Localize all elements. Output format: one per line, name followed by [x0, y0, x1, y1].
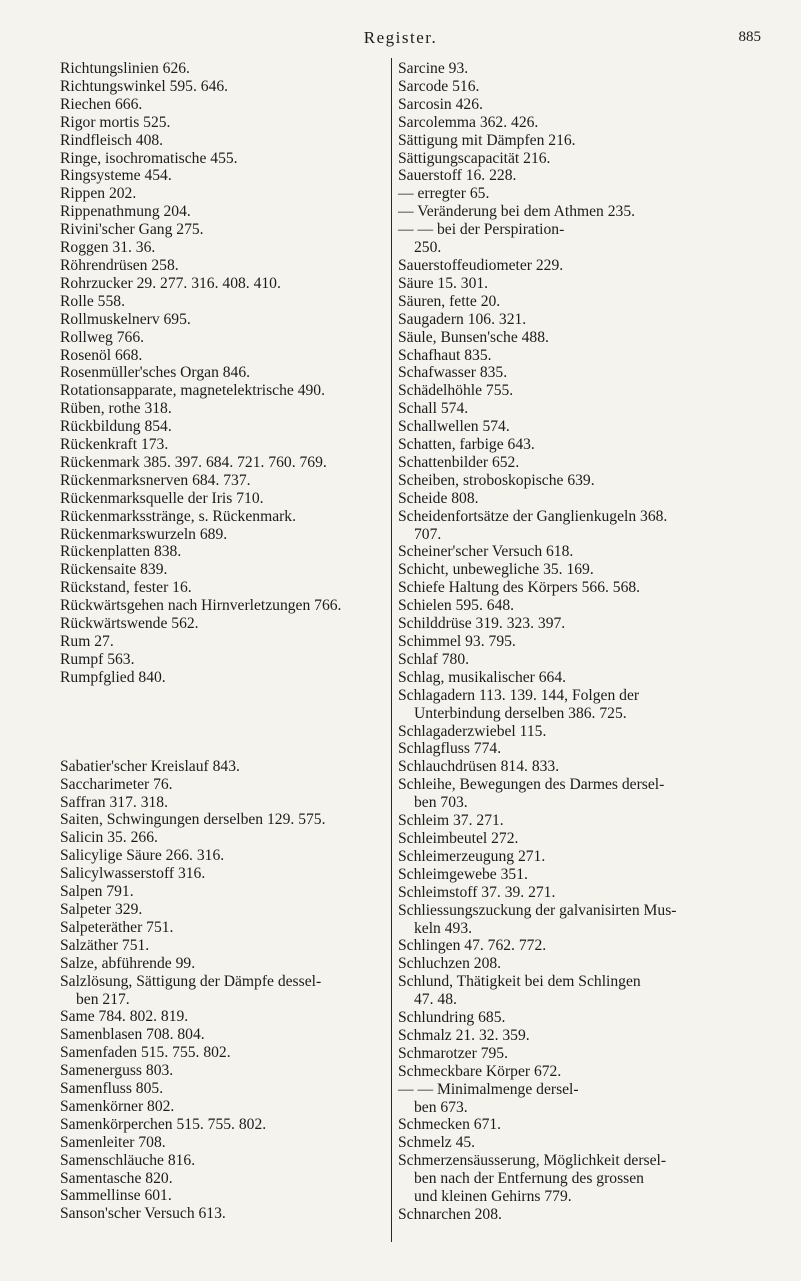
index-entry: und kleinen Gehirns 779. — [414, 1188, 572, 1206]
index-entry: Sättigung mit Dämpfen 216. — [398, 131, 576, 149]
index-entry: Rum 27. — [60, 633, 114, 650]
index-entry: Rolle 558. — [60, 292, 125, 310]
index-entry: Schmeckbare Körper 672. — [398, 1062, 562, 1080]
index-entry: Salicylige Säure 266. 316. — [60, 847, 225, 865]
index-entry: Samenleiter 708. — [60, 1133, 166, 1151]
index-entry: Unterbindung derselben 386. 725. — [414, 704, 627, 722]
index-entry: Schleimgewebe 351. — [398, 865, 528, 883]
index-entry: Samenkörperchen 515. 755. 802. — [60, 1115, 267, 1133]
index-entry: Rückwärtsgehen nach Hirnverletzungen 766. — [60, 597, 342, 615]
index-entry: Samenschläuche 816. — [60, 1151, 196, 1169]
index-entry: Rosenmüller'sches Organ 846. — [60, 364, 251, 382]
index-entry: Scheide 808. — [398, 489, 479, 507]
index-entry: Rippen 202. — [60, 185, 137, 203]
index-entry: Richtungslinien 626. — [60, 60, 190, 77]
column-divider — [391, 58, 392, 1242]
index-entry: ben 703. — [414, 794, 468, 812]
index-entry: Rückenmarksstränge, s. Rückenmark. — [60, 507, 297, 525]
running-title: Register. — [363, 28, 438, 47]
index-entry: Samentasche 820. — [60, 1169, 173, 1187]
index-entry: Sarcosin 426. — [398, 95, 483, 113]
index-entry: Schmerzensäusserung, Möglichkeit dersel- — [398, 1152, 667, 1170]
index-entry: Rückstand, fester 16. — [60, 579, 192, 597]
index-entry: Salicylwasserstoff 316. — [60, 865, 206, 883]
index-entry: Samenblasen 708. 804. — [60, 1026, 205, 1044]
index-entry: ben nach der Entfernung des grossen — [414, 1170, 644, 1188]
index-entry: Sauerstoffeudiometer 229. — [398, 256, 564, 274]
index-entry: Schmelz 45. — [398, 1134, 476, 1152]
index-entry: Schlagaderzwiebel 115. — [398, 722, 547, 740]
index-entry: Rückenmarksquelle der Iris 710. — [60, 489, 264, 507]
index-entry: Rückenmark 385. 397. 684. 721. 760. 769. — [60, 453, 327, 471]
index-column-right — [398, 60, 770, 1224]
index-entry: Rohrzucker 29. 277. 316. 408. 410. — [60, 274, 281, 292]
index-entry: Samenfaden 515. 755. 802. — [60, 1044, 231, 1062]
index-entry: Schleihe, Bewegungen des Darmes dersel- — [398, 776, 665, 794]
index-entry: Rückenplatten 838. — [60, 543, 182, 561]
index-entry: Sammellinse 601. — [60, 1187, 172, 1205]
index-entry: Rotationsapparate, magnetelektrische 490. — [60, 382, 326, 400]
index-entry: Rückensaite 839. — [60, 561, 168, 579]
index-entry: Rumpf 563. — [60, 650, 135, 668]
index-entry: — — bei der Perspiration- — [398, 221, 565, 239]
index-entry: Ringsysteme 454. — [60, 167, 172, 185]
index-entry: Saiten, Schwingungen derselben 129. 575. — [60, 811, 326, 829]
index-entry: Schall 574. — [398, 400, 469, 418]
index-entry: Rigor mortis 525. — [60, 113, 171, 131]
index-entry: Sarcode 516. — [398, 77, 480, 95]
index-entry: Schmalz 21. 32. 359. — [398, 1026, 530, 1044]
index-entry: Rückenkraft 173. — [60, 436, 169, 454]
index-entry: Schlund, Thätigkeit bei dem Schlingen — [398, 973, 641, 991]
index-entry: Säule, Bunsen'sche 488. — [398, 328, 549, 346]
index-entry: Salze, abführende 99. — [60, 954, 196, 972]
index-entry: Sanson'scher Versuch 613. — [60, 1205, 226, 1223]
index-column-left — [60, 60, 384, 1223]
page-header — [0, 28, 801, 52]
index-entry: Schafhaut 835. — [398, 346, 492, 364]
index-entry: Rollweg 766. — [60, 328, 145, 346]
index-entry: Rindfleisch 408. — [60, 131, 164, 149]
index-entry: Säure 15. 301. — [398, 274, 489, 292]
index-entry: Salzlösung, Sättigung der Dämpfe dessel- — [60, 972, 322, 990]
index-entry: Scheiner'scher Versuch 618. — [398, 543, 574, 561]
index-entry: 707. — [414, 525, 442, 543]
index-entry: Schleimbeutel 272. — [398, 829, 519, 847]
index-entry: Schielen 595. 648. — [398, 597, 515, 615]
index-entry: Schafwasser 835. — [398, 364, 508, 382]
index-entry: — — Minimalmenge dersel- — [398, 1080, 579, 1098]
index-entry: Rüben, rothe 318. — [60, 400, 172, 418]
index-entry: Richtungswinkel 595. 646. — [60, 77, 229, 95]
index-entry: — erregter 65. — [398, 185, 490, 203]
index-entry: Sarcolemma 362. 426. — [398, 113, 539, 131]
index-entry: Samenfluss 805. — [60, 1080, 164, 1098]
index-entry: Salzäther 751. — [60, 936, 150, 954]
page-number: 885 — [738, 29, 761, 45]
index-entry: Schlagfluss 774. — [398, 740, 502, 758]
index-entry: Säuren, fette 20. — [398, 292, 501, 310]
index-entry: Samenkörner 802. — [60, 1097, 175, 1115]
index-entry: Schatten, farbige 643. — [398, 436, 535, 454]
index-entry: Schmecken 671. — [398, 1116, 502, 1134]
index-entry: ben 217. — [76, 990, 130, 1008]
index-entry: Rückenmarkswurzeln 689. — [60, 525, 228, 543]
index-entry: Schleim 37. 271. — [398, 812, 504, 830]
index-entry: Sauerstoff 16. 228. — [398, 167, 517, 185]
index-entry: Sarcine 93. — [398, 60, 469, 77]
index-entry: Ringe, isochromatische 455. — [60, 149, 238, 167]
index-entry: Riechen 666. — [60, 95, 143, 113]
index-entry: Rückbildung 854. — [60, 418, 172, 436]
index-entry: Sättigungscapacität 216. — [398, 149, 551, 167]
index-entry: Saugadern 106. 321. — [398, 310, 527, 328]
index-entry: Scheiben, stroboskopische 639. — [398, 471, 595, 489]
index-entry: keln 493. — [414, 919, 473, 937]
index-entry: Schlagadern 113. 139. 144, Folgen der — [398, 686, 640, 704]
index-entry: Rollmuskelnerv 695. — [60, 310, 191, 328]
index-entry: Schleimstoff 37. 39. 271. — [398, 883, 556, 901]
index-entry: 250. — [414, 239, 442, 257]
index-entry: Schnarchen 208. — [398, 1206, 502, 1223]
index-entry: Schmarotzer 795. — [398, 1044, 508, 1062]
index-entry: Röhrendrüsen 258. — [60, 256, 179, 274]
index-entry: Rumpfglied 840. — [60, 668, 166, 686]
index-entry: Schattenbilder 652. — [398, 453, 520, 471]
index-entry: Scheidenfortsätze der Ganglienkugeln 368. — [398, 507, 668, 525]
index-entry: Rosenöl 668. — [60, 346, 143, 364]
index-entry: Schicht, unbewegliche 35. 169. — [398, 561, 594, 579]
index-entry: Schlag, musikalischer 664. — [398, 668, 567, 686]
index-entry: Schluchzen 208. — [398, 955, 502, 973]
index-entry: Schädelhöhle 755. — [398, 382, 514, 400]
index-entry: Schleimerzeugung 271. — [398, 847, 546, 865]
index-entry: Roggen 31. 36. — [60, 239, 156, 257]
index-entry: Rückenmarksnerven 684. 737. — [60, 471, 251, 489]
index-entry: Schlundring 685. — [398, 1009, 506, 1027]
index-entry: Schlauchdrüsen 814. 833. — [398, 758, 560, 776]
index-entry: Saccharimeter 76. — [60, 775, 173, 793]
index-entry: Schliessungszuckung der galvanisirten Mus- — [398, 901, 677, 919]
index-entry: 47. 48. — [414, 991, 457, 1009]
index-entry: Salpeter 329. — [60, 900, 143, 918]
letter-section-gap — [60, 687, 384, 758]
index-entry: Schlaf 780. — [398, 650, 470, 668]
index-entry: ben 673. — [414, 1098, 468, 1116]
index-entry: Schilddrüse 319. 323. 397. — [398, 615, 566, 633]
index-entry: Rückwärtswende 562. — [60, 615, 199, 633]
index-entry: Salpen 791. — [60, 883, 134, 901]
index-entry: Salicin 35. 266. — [60, 829, 158, 847]
index-entry: Sabatier'scher Kreislauf 843. — [60, 757, 240, 775]
index-entry: Same 784. 802. 819. — [60, 1008, 189, 1026]
index-entry: Schlingen 47. 762. 772. — [398, 937, 547, 955]
index-entry: Rivini'scher Gang 275. — [60, 221, 204, 239]
index-entry: Rippenathmung 204. — [60, 203, 191, 221]
index-entry: Schiefe Haltung des Körpers 566. 568. — [398, 579, 641, 597]
index-entry: Schallwellen 574. — [398, 418, 510, 436]
index-entry: Salpeteräther 751. — [60, 918, 174, 936]
index-entry: Samenerguss 803. — [60, 1062, 174, 1080]
index-entry: — Veränderung bei dem Athmen 235. — [398, 203, 636, 221]
index-entry: Saffran 317. 318. — [60, 793, 168, 811]
index-entry: Schimmel 93. 795. — [398, 633, 516, 650]
